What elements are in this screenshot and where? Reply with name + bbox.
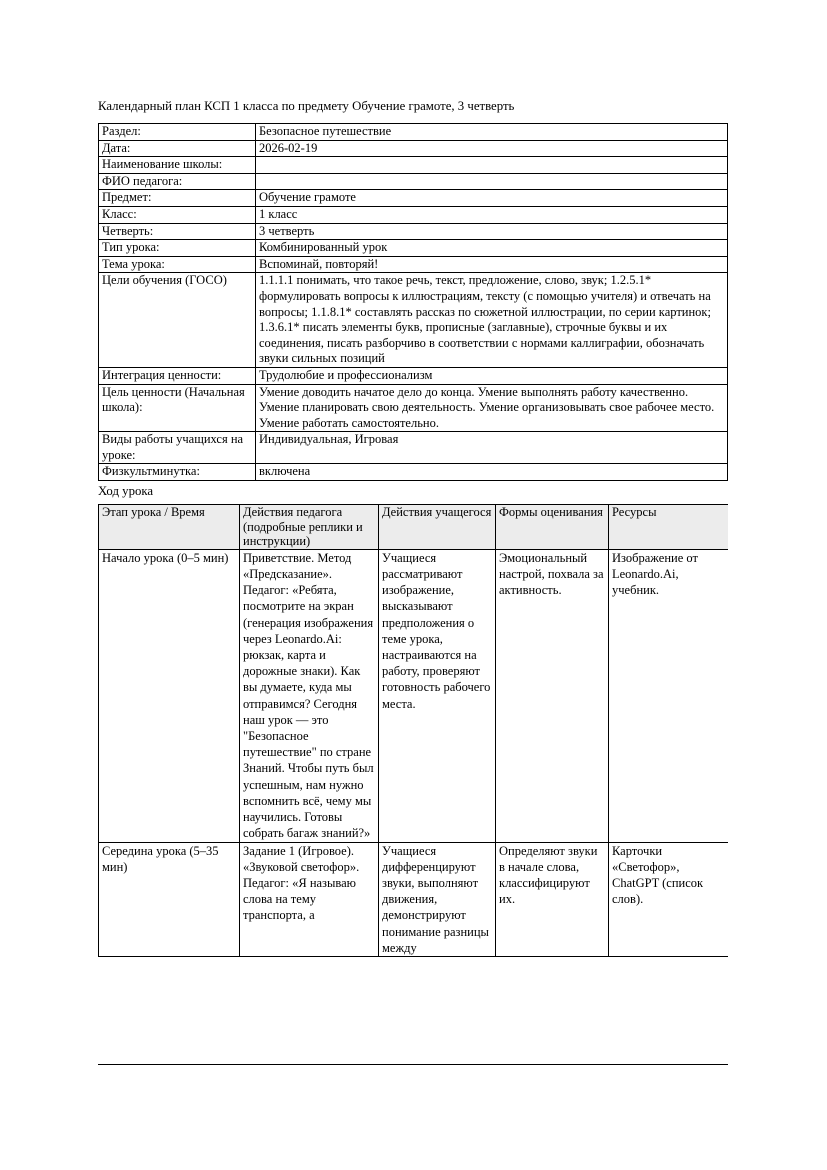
info-value: Индивидуальная, Игровая: [256, 432, 728, 464]
info-label: Класс:: [99, 206, 256, 223]
table-row: [99, 157, 728, 174]
lesson-table-header-row: [99, 505, 729, 550]
student-actions-cell: Учащиеся дифференцируют звуки, выполняют движения, демонстрируют понимание разницы между: [379, 842, 496, 956]
table-row: [99, 223, 728, 240]
info-label: Тема урока:: [99, 256, 256, 273]
info-value: Безопасное путешествие: [256, 124, 728, 141]
info-value: 1 класс: [256, 206, 728, 223]
table-row: [99, 842, 729, 956]
info-value: [256, 157, 728, 174]
document-title: Календарный план КСП 1 класса по предмету Обучение грамоте, 3 четверть: [98, 99, 515, 113]
assessment-cell: Эмоциональный настрой, похвала за активность.: [496, 549, 609, 842]
lesson-info-table: [98, 123, 728, 481]
info-label: Предмет:: [99, 190, 256, 207]
info-label: Виды работы учащихся на уроке:: [99, 432, 256, 464]
column-header-resources: Ресурсы: [609, 505, 729, 550]
info-value: Умение доводить начатое дело до конца. Умение выполнять работу качественно. Умение планировать свою деятельность. Умение организовывать свое рабочее место. Умение работать самостоятельно.: [256, 384, 728, 432]
info-value: Обучение грамоте: [256, 190, 728, 207]
column-header-assessment: Формы оценивания: [496, 505, 609, 550]
info-value: включена: [256, 464, 728, 481]
table-row: [99, 190, 728, 207]
table-row: [99, 273, 728, 368]
info-label: Интеграция ценности:: [99, 367, 256, 384]
info-label: ФИО педагога:: [99, 173, 256, 190]
lesson-flow-table-clip: [98, 504, 728, 1065]
info-value: Комбинированный урок: [256, 240, 728, 257]
section-heading: Ход урока: [98, 484, 154, 499]
lesson-flow-table: [98, 504, 728, 957]
table-row: [99, 432, 728, 464]
table-row: [99, 140, 728, 157]
teacher-actions-cell: Приветствие. Метод «Предсказание». Педагог: «Ребята, посмотрите на экран (генерация изображения через Leonardo.Ai: рюкзак, карта и дорожные знаки). Как вы думаете, куда мы отправимся? Сегодня наш урок — это "Безопасное путешествие" по стране Знаний. Чтобы путь был успешным, нам нужно вспомнить всё, чему мы научились. Готовы собрать багаж знаний?»: [240, 549, 379, 842]
teacher-actions-cell: Задание 1 (Игровое). «Звуковой светофор». Педагог: «Я называю слова на тему транспорта, а: [240, 842, 379, 956]
info-value: 3 четверть: [256, 223, 728, 240]
table-row: [99, 464, 728, 481]
info-label: Четверть:: [99, 223, 256, 240]
stage-cell: Середина урока (5–35 мин): [99, 842, 240, 956]
info-label: Тип урока:: [99, 240, 256, 257]
info-label: Раздел:: [99, 124, 256, 141]
stage-cell: Начало урока (0–5 мин): [99, 549, 240, 842]
table-row: [99, 240, 728, 257]
info-value: Вспоминай, повторяй!: [256, 256, 728, 273]
info-label: Цели обучения (ГОСО): [99, 273, 256, 368]
student-actions-cell: Учащиеся рассматривают изображение, высказывают предположения о теме урока, настраиваются на работу, проверяют готовность рабочего места.: [379, 549, 496, 842]
resources-cell: Карточки «Светофор», ChatGPT (список слов).: [609, 842, 729, 956]
table-row: [99, 256, 728, 273]
info-label: Цель ценности (Начальная школа):: [99, 384, 256, 432]
info-value: 1.1.1.1 понимать, что такое речь, текст, предложение, слово, звук; 1.2.5.1* формулировать вопросы к иллюстрациям, тексту (с помощью учителя) и отвечать на вопросы; 1.1.8.1* составлять рассказ по сюжетной иллюстрации, по серии картинок; 1.3.6.1* писать элементы букв, прописные (заглавные), строчные буквы и их соединения, писать разборчиво в соответствии с нормами каллиграфии, обозначать звуки сильных позиций: [256, 273, 728, 368]
column-header-student-actions: Действия учащегося: [379, 505, 496, 550]
document-content: [98, 99, 728, 1065]
table-row: [99, 173, 728, 190]
table-row: [99, 384, 728, 432]
info-label: Физкультминутка:: [99, 464, 256, 481]
info-value: 2026-02-19: [256, 140, 728, 157]
info-label: Дата:: [99, 140, 256, 157]
table-row: [99, 367, 728, 384]
info-value: Трудолюбие и профессионализм: [256, 367, 728, 384]
info-value: [256, 173, 728, 190]
table-row: [99, 206, 728, 223]
resources-cell: Изображение от Leonardo.Ai, учебник.: [609, 549, 729, 842]
info-label: Наименование школы:: [99, 157, 256, 174]
table-row: [99, 549, 729, 842]
assessment-cell: Определяют звуки в начале слова, классифицируют их.: [496, 842, 609, 956]
table-row: [99, 124, 728, 141]
column-header-teacher-actions: Действия педагога (подробные реплики и инструкции): [240, 505, 379, 550]
column-header-stage: Этап урока / Время: [99, 505, 240, 550]
